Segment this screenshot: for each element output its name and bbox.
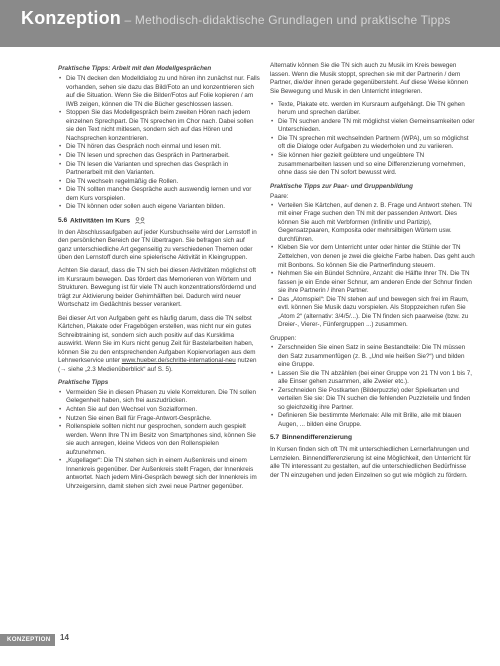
list-item: • Verteilen Sie Kärtchen, auf denen z. B. Frage und Antwort stehen. TN mit einer Frage suchen den TN mit der passenden Antwort. Dies können Sie auch mit Verbformen (Infinitiv und Partizip), Gegensatzpaaren, Komposita oder mehrsilbigen Wörtern usw. durchführen. <box>270 202 475 245</box>
section-5-7-paragraph: In Kursen finden sich oft TN mit unterschiedlichen Lernerfahrungen und Lernzielen. Binnendifferenzierung ist eine Möglichkeit, den Unterricht für alle TN interessant zu gestalten, auf die unterschiedlichen Bedürfnisse der TN einzugehen und jeden Einzelnen so gut wie möglich zu fördern. <box>270 445 471 479</box>
list-item: • Die TN können oder sollen auch eigene Varianten bilden. <box>58 203 260 212</box>
left-column <box>58 62 260 496</box>
section-5-6-paragraph-1: In den Abschlussaufgaben auf jeder Kursbuchseite wird der Lernstoff in den persönlichen Bereich der TN übertragen. Sie befragen sich auf ganz unterschiedliche Art gegenseitig zu verschiedenen Themen oder üben den Lernstoff durch eine spielerische Aktivität in Kleingruppen. <box>58 228 257 262</box>
activity-list <box>270 101 475 178</box>
header-subtitle: – Methodisch-didaktische Grundlagen und praktische Tipps <box>120 13 451 27</box>
pairs-list <box>270 202 475 330</box>
page-header <box>0 0 500 47</box>
list-item: • Nutzen Sie einen Ball für Frage-Antwort-Gespräche. <box>58 415 260 424</box>
section-number: 5.6 <box>58 217 68 225</box>
list-item: • Kleben Sie vor dem Unterricht unter oder hinter die Stühle der TN Zettelchen, von denen je zwei die gleiche Farbe haben. Das geht auch mit Bonbons. So können Sie die Partnerfindung steuern. <box>270 244 475 270</box>
list-item: • „Kugellager“: Die TN stehen sich in einem Außenkreis und einem Innenkreis gegenüber. Der Außenkreis stellt Fragen, der Innenkreis antwortet. Nach jedem Mini-Gespräch bewegt sich der Innenkreis im Uhrzeigersinn, damit stehen sich zwei neue Partner gegenüber. <box>58 457 260 491</box>
list-item: • Das „Atomspiel“: Die TN stehen auf und bewegen sich frei im Raum, evtl. können Sie Musik dazu vorspielen. Als Stoppzeichen rufen Sie „Atom 2“ (alternativ: 3/4/5/...). Die TN finden sich paarweise (bzw. zu Dreier-, Vierer-, Fünfergruppen ...) zusammen. <box>270 296 475 330</box>
section-5-7-title <box>270 434 475 443</box>
list-item: • Die TN hören das Gespräch noch einmal und lesen mit. <box>58 143 260 152</box>
list-item: • Nehmen Sie ein Bündel Schnüre, Anzahl: die Hälfte Ihrer TN. Die TN fassen je ein Ende einer Schnur, am anderen Ende der Schnur finden sie ihre Partnerin / ihren Partner. <box>270 270 475 296</box>
page-number: 14 <box>60 633 69 642</box>
tips-model-list <box>58 75 260 212</box>
section-5-6-paragraph-3 <box>58 315 260 375</box>
list-item: • Vermeiden Sie in diesen Phasen zu viele Korrekturen. Die TN sollen Gelegenheit haben, sich frei auszudrücken. <box>58 389 260 406</box>
list-item: • Zerschneiden Sie Postkarten (Bilderpuzzle) oder Spielkarten und verteilen Sie sie: Die TN suchen die fehlenden Puzzleteile und finden so gleichzeitig ihre Partner. <box>270 387 475 413</box>
section-5-6-paragraph-2: Achten Sie darauf, dass die TN sich bei diesen Aktivitäten möglichst oft im Kursraum bewegen. Das fördert das Memorieren von Wörtern und Strukturen. Bewegung ist für viele TN auch konzentrationsfördernd und trägt zur Aktivierung beider Gehirnhälften bei. Dadurch wird neuer Wortschatz im Gedächtnis besser verankert. <box>58 267 256 309</box>
list-item: • Die TN decken den Modelldialog zu und hören ihn zunächst nur. Falls vorhanden, sehen sie dazu das Bild/Foto an und konzentrieren sich auf die Situation. Wenn Sie die Bilder/Fotos auf Folie kopieren / am IWB zeigen, können die TN die Bücher geschlossen lassen. <box>58 75 260 109</box>
list-item: • Die TN lesen die Varianten und sprechen das Gespräch in Partnerarbeit mit den Varianten. <box>58 161 260 178</box>
section-title-text: Aktivitäten im Kurs <box>70 217 131 225</box>
paragraph-text: Bei dieser Art von Aufgaben geht es häufig darum, dass die TN selbst Kärtchen, Plakate oder Fragebögen erstellen, was nicht nur ein gutes Schreibtraining ist, sondern sich auch positiv auf das Kursklima auswirkt. Wenn Sie im Kurs nicht genug Zeit für Bastelarbeiten haben, können Sie zu den entsprechenden Aufgaben Kopiervorlagen aus dem Lehrwerkservice unter <box>58 314 256 365</box>
list-item: • Lassen Sie die TN abzählen (bei einer Gruppe von 21 TN von 1 bis 7, alle Einser gehen zusammen, alle Zweier etc.). <box>270 370 475 387</box>
list-item: • Die TN sprechen mit wechselnden Partnern (WPA), um so möglichst oft die Dialoge oder Aufgaben zu wiederholen und zu variieren. <box>270 135 475 152</box>
section-title-text: Binnendifferenzierung <box>282 434 352 442</box>
list-item: • Rollenspiele sollten nicht nur gesprochen, sondern auch gespielt werden. Wenn Ihre TN im Besitz von Smartphones sind, können Sie sie auch anregen, kleine Videos von den Rollenspielen aufzunehmen. <box>58 423 260 457</box>
header-title: Konzeption <box>21 8 121 28</box>
pair-group-heading: Praktische Tipps zur Paar- und Gruppenbildung <box>270 182 413 190</box>
right-column <box>270 62 475 485</box>
list-item: • Achten Sie auf den Wechsel von Sozialformen. <box>58 406 260 415</box>
footer-section-tag: KONZEPTION <box>0 634 55 646</box>
list-item: • Die TN lesen und sprechen das Gespräch in Partnerarbeit. <box>58 152 260 161</box>
paragraph-text: nutzen (→ siehe „2.3 Medienüberblick“ auf S. 5). <box>58 357 257 373</box>
groups-list <box>270 344 475 429</box>
pairs-label: Paare: <box>270 192 289 200</box>
group-activity-icon <box>135 217 145 224</box>
section-number: 5.7 <box>270 434 280 442</box>
list-item: • Definieren Sie bestimmte Merkmale: Alle mit Brille, alle mit blauen Augen, ... bilden eine Gruppe. <box>270 412 475 429</box>
continuation-paragraph: Alternativ können Sie die TN sich auch zu Musik im Kreis bewegen lassen. Wenn die Musik stoppt, sprechen sie mit der Partnerin / dem Partner, die/der ihnen gerade gegenübersteht. Auf diese Weise können Sie Bewegung und Musik in den Unterricht integrieren. <box>270 62 469 95</box>
hueber-link[interactable]: www.hueber.de/schritte-international-neu <box>121 357 236 365</box>
section-5-6-title <box>58 217 260 226</box>
list-item: • Die TN wechseln regelmäßig die Rollen. <box>58 178 260 187</box>
list-item: • Die TN sollten manche Gespräche auch auswendig lernen und vor dem Kurs vorspielen. <box>58 186 260 203</box>
list-item: • Zerschneiden Sie einen Satz in seine Bestandteile: Die TN müssen den Satz zusammenfügen (z. B. „Und wie heißen Sie?“) und bilden eine Gruppe. <box>270 344 475 370</box>
list-item: • Die TN suchen andere TN mit möglichst vielen Gemeinsamkeiten oder Unterschieden. <box>270 118 475 135</box>
list-item: • Texte, Plakate etc. werden im Kursraum aufgehängt. Die TN gehen herum und sprechen darüber. <box>270 101 475 118</box>
tips-model-heading: Praktische Tipps: Arbeit mit den Modellgesprächen <box>58 65 212 72</box>
list-item: • Sie können hier gezielt geübtere und ungeübtere TN zusammenarbeiten lassen und so eine Differenzierung vornehmen, ohne dass sie den TN sofort bewusst wird. <box>270 152 475 178</box>
tips-heading: Praktische Tipps <box>58 378 109 386</box>
list-item: • Stoppen Sie das Modellgespräch beim zweiten Hören nach jedem einzelnen Sprechpart. Die TN sprechen im Chor nach. Dabei sollen sie den Text nicht mitlesen, sondern sich auf das Hören und Nachsprechen konzentrieren. <box>58 109 260 143</box>
tips-list <box>58 389 260 492</box>
groups-label: Gruppen: <box>270 334 297 342</box>
